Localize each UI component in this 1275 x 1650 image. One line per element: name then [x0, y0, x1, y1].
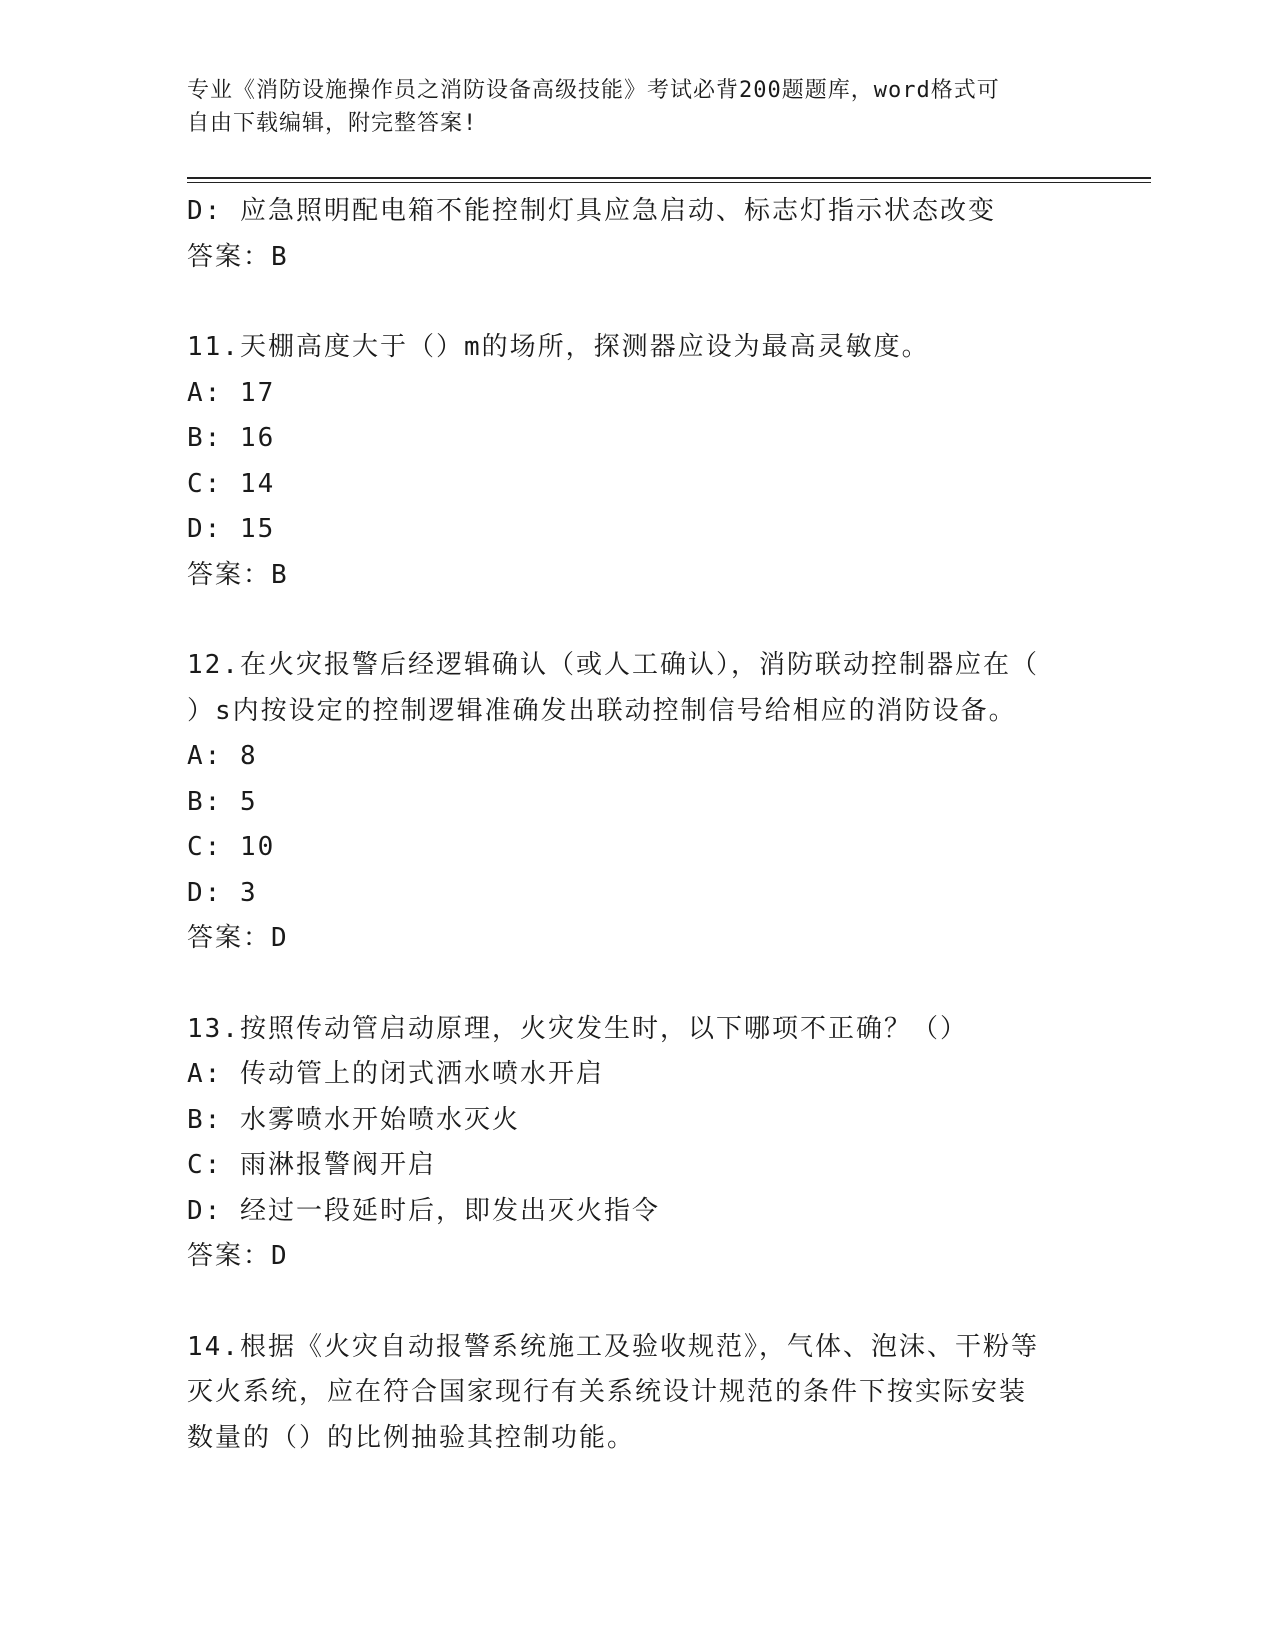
option-b: B: 16 [187, 423, 276, 453]
answer-label: 答案：B [187, 559, 289, 590]
option-c: C: 14 [187, 468, 276, 499]
header-title-line-2: 自由下载编辑，附完整答案! [187, 111, 478, 136]
question-13 [187, 1007, 1087, 1280]
option-d: D: 3 [187, 877, 258, 908]
question-10 [187, 189, 1087, 280]
option-b: B: 5 [187, 786, 258, 817]
answer-label: 答案：D [187, 923, 289, 953]
question-list [187, 189, 1087, 1461]
question-stem: 11.天棚高度大于（）m的场所，探测器应设为最高灵敏度。 [187, 332, 930, 362]
page-header [187, 74, 1067, 140]
question-11 [187, 325, 1087, 598]
option-d: D: 15 [187, 514, 276, 544]
header-divider-thin [187, 182, 1151, 183]
option-d: D: 应急照明配电箱不能控制灯具应急启动、标志灯指示状态改变 [187, 196, 996, 226]
question-stem-line-1: 14.根据《火灾自动报警系统施工及验收规范》，气体、泡沫、干粉等 [187, 1331, 1039, 1362]
question-stem-line-2: 灭火系统，应在符合国家现行有关系统设计规范的条件下按实际安装 [187, 1377, 1028, 1407]
header-title-line-1: 专业《消防设施操作员之消防设备高级技能》考试必背200题题库，word格式可 [187, 78, 1000, 103]
question-stem-line-1: 12.在火灾报警后经逻辑确认（或人工确认），消防联动控制器应在（ [187, 650, 1039, 680]
question-stem-line-3: 数量的（）的比例抽验其控制功能。 [187, 1422, 636, 1453]
answer-label: 答案：D [187, 1241, 289, 1271]
option-c: C: 雨淋报警阀开启 [187, 1150, 436, 1180]
option-a: A: 17 [187, 377, 276, 408]
answer-label: 答案：B [187, 241, 289, 272]
option-a: A: 传动管上的闭式洒水喷水开启 [187, 1059, 604, 1089]
option-c: C: 10 [187, 832, 276, 862]
option-d: D: 经过一段延时后，即发出灭火指令 [187, 1195, 660, 1226]
option-a: A: 8 [187, 741, 258, 771]
question-12 [187, 643, 1087, 962]
question-stem: 13.按照传动管启动原理，火灾发生时，以下哪项不正确？（） [187, 1013, 968, 1044]
question-14 [187, 1325, 1087, 1462]
question-stem-line-2: ）s内按设定的控制逻辑准确发出联动控制信号给相应的消防设备。 [187, 695, 1017, 726]
header-divider-thick [187, 177, 1151, 179]
option-b: B: 水雾喷水开始喷水灭火 [187, 1104, 520, 1135]
